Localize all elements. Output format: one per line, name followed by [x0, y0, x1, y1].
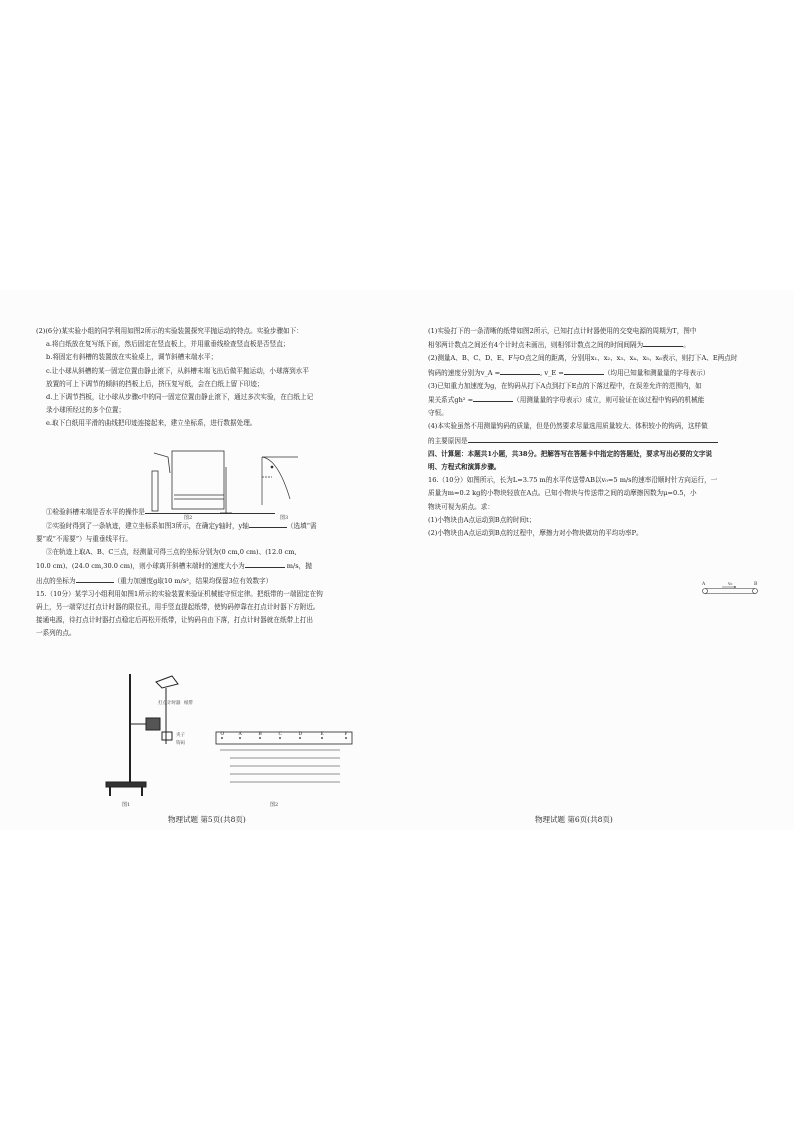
tape-point-label: A [238, 732, 242, 737]
step-c-cont: 放置的可上下调节的倾斜的挡板上后，挤压复写纸，会在白纸上留下印迹； [46, 379, 264, 388]
q14-2-stem: (2)(6分)某实验小组的同学利用如图2所示的实验装置探究平抛运动的特点。实验步骤如下： [36, 327, 303, 335]
tape-point-label: E [320, 732, 324, 737]
tape-dot [345, 737, 347, 739]
fig3-caption: 图3 [280, 515, 289, 521]
q16-2: 质量为m=0.2 kg的小物块轻放在A点。已知小物块与传送带之间的动摩擦因数为μ=0.5，小 [428, 489, 697, 498]
q15-3: (3)已知重力加速度为g，在钩码从打下A点到打下E点的下落过程中，在误差允许的范围内，如 [428, 381, 702, 390]
belt-v-label: v₀ [728, 582, 733, 587]
tape-point-label: F [344, 732, 348, 737]
step-a: a.将白纸放在复写纸下面，然后固定在竖直板上，并用重垂线检查竖直板是否竖直； [46, 340, 290, 349]
section-4-heading: 四、计算题：本题共1小题，共38分。把解答写在答题卡中指定的答题处，要求写出必要的文字说 [428, 449, 713, 458]
tape-point-label: C [278, 732, 282, 737]
tape-dot [321, 737, 323, 739]
timer-label: 打点计时器 [158, 701, 181, 706]
tape-point-label: B [258, 732, 262, 737]
apparatus-figure [152, 451, 232, 513]
tape-dot [259, 737, 261, 739]
step-e: e.取下白纸用平滑的曲线把印迹连接起来，建立坐标系，进行数据处理。 [46, 419, 257, 428]
q16-4: (1)小物块由A点运动到B点的时间t； [428, 515, 536, 524]
q15-3-cont: 果关系式gh² = （用测量量的字母表示）成立，则可验证在该过程中钩码的机械能 [428, 393, 772, 407]
tape-dot [221, 737, 223, 739]
q14-2-sub3-cont: 10.0 cm)、(24.0 cm,30.0 cm)，则小球离开斜槽末端时的速度大小为 m/s，抛 [36, 559, 396, 573]
step-b: b.将固定有斜槽的装置放在实验桌上，调节斜槽末端水平； [46, 353, 218, 362]
blank[interactable] [473, 393, 513, 402]
blank[interactable] [500, 366, 540, 375]
page-footer-6: 物理试题 第6页(共8页) [535, 815, 613, 824]
step-c: c.让小球从斜槽的某一固定位置由静止滚下，从斜槽末端飞出后做平抛运动，小球落到水平 [46, 366, 309, 375]
q15-2: (2)测量A、B、C、D、E、F与O点之间的距离，分别用x₁、x₂、x₃、x₄、x₅、x₆表示，则打下A、E两点时 [428, 354, 738, 363]
q15-1: (1)实验打下的一条清晰的纸带如图2所示，已知打点计时器使用的交变电源的周期为T，图中 [428, 327, 697, 335]
fig2-tape-caption: 图2 [270, 802, 279, 808]
q16-3: 物块可视为质点。求： [428, 502, 494, 511]
q15-stem-4: 一系列的点。 [36, 629, 76, 638]
blank[interactable] [643, 338, 683, 347]
weight-label: 钩码 [176, 741, 185, 746]
blank[interactable] [76, 574, 114, 583]
belt-a-label: A [702, 582, 706, 587]
belt-b-label: B [754, 582, 758, 587]
blank[interactable] [245, 559, 285, 568]
tape-label: 纸带 [184, 701, 193, 706]
q14-2-sub1: ①检验斜槽末端是否水平的操作是 [36, 505, 396, 519]
tape-point-label: O [220, 732, 225, 737]
projectile-figures [150, 447, 300, 521]
page-footer-5: 物理试题 第5页(共8页) [168, 815, 246, 824]
q14-2-sub3: ③在轨迹上取A、B、C三点，经测量可得三点的坐标分别为(0 cm,0 cm)、(12.0 cm, [46, 548, 297, 557]
q15-stem-1: 15.（10分）某学习小组利用如图1所示的实验装置来验证机械能守恒定律。把纸带的一端固定在钩 [36, 589, 323, 598]
pulley-right-icon [753, 589, 758, 594]
right-column [428, 325, 772, 540]
q15-stem-3: 接通电源，待打点计时器打点稳定后再松开纸带，让钩码自由下落，打点计时器就在纸带上打出 [36, 616, 313, 625]
q14-2-sub3-cont2: 出点的坐标为 （重力加速度g取10 m/s²，结果均保留3位有效数字） [36, 574, 396, 588]
curve-figure [262, 457, 298, 505]
tape-point-label: D [298, 732, 303, 737]
fig1-caption: 图1 [122, 802, 131, 808]
step-d-cont: 录小球所经过的多个位置； [46, 406, 126, 415]
tape-dot [279, 737, 281, 739]
q15-2-cont: 钩码的速度分别为v_A = , v_E = （均用已知量和测量量的字母表示） [428, 366, 772, 380]
q14-2-sub2: ②实验时得到了一条轨迹，建立坐标系如图3所示，在确定y轴时，y轴 （选填“需 [36, 519, 396, 533]
q16-5: (2)小物块由A点运动到B点的过程中，摩擦力对小物块做功的平均功率P。 [428, 529, 643, 538]
conveyor-figure [700, 580, 760, 596]
step-d: d.上下调节挡板，让小球从步骤c中的同一固定位置由静止滚下，通过多次实验，在白纸上记 [46, 393, 314, 402]
blank[interactable] [564, 366, 604, 375]
q15-4-cont: 的主要原因是 [428, 434, 772, 448]
q16-1: 16.（10分）如图所示，长为L=3.75 m的水平传送带AB以v₀=5 m/s的速率沿顺时针方向运行，一 [428, 476, 718, 485]
section-4-heading-cont: 明、方程式和演算步骤。 [428, 463, 501, 472]
q15-3-cont2: 守恒。 [428, 409, 448, 418]
q14-2-sub2-cont: 要”或“不需要”）与重垂线平行。 [36, 535, 132, 544]
q15-4: (4)本实验虽然不用测量钩码的质量，但是仍然要求尽量选用质量较大、体积较小的钩码，这样做 [428, 422, 708, 431]
blank[interactable] [468, 434, 718, 443]
tape-dot [239, 737, 241, 739]
q15-stem-2: 码上，另一端穿过打点计时器的限位孔，用手竖直提起纸带，使钩码停靠在打点计时器下方附近。 [36, 603, 320, 612]
tape-figure [216, 731, 352, 782]
energy-figures [100, 674, 360, 810]
clip-label: 夹子 [176, 733, 185, 738]
q15-1-cont: 相邻两计数点之间还有4个计时点未画出，则相邻计数点之间的时间间隔为 。 [428, 338, 772, 352]
tape-dot [299, 737, 301, 739]
stand-figure [106, 674, 178, 796]
pulley-left-icon [703, 589, 708, 594]
fig2-caption: 图2 [184, 515, 193, 521]
